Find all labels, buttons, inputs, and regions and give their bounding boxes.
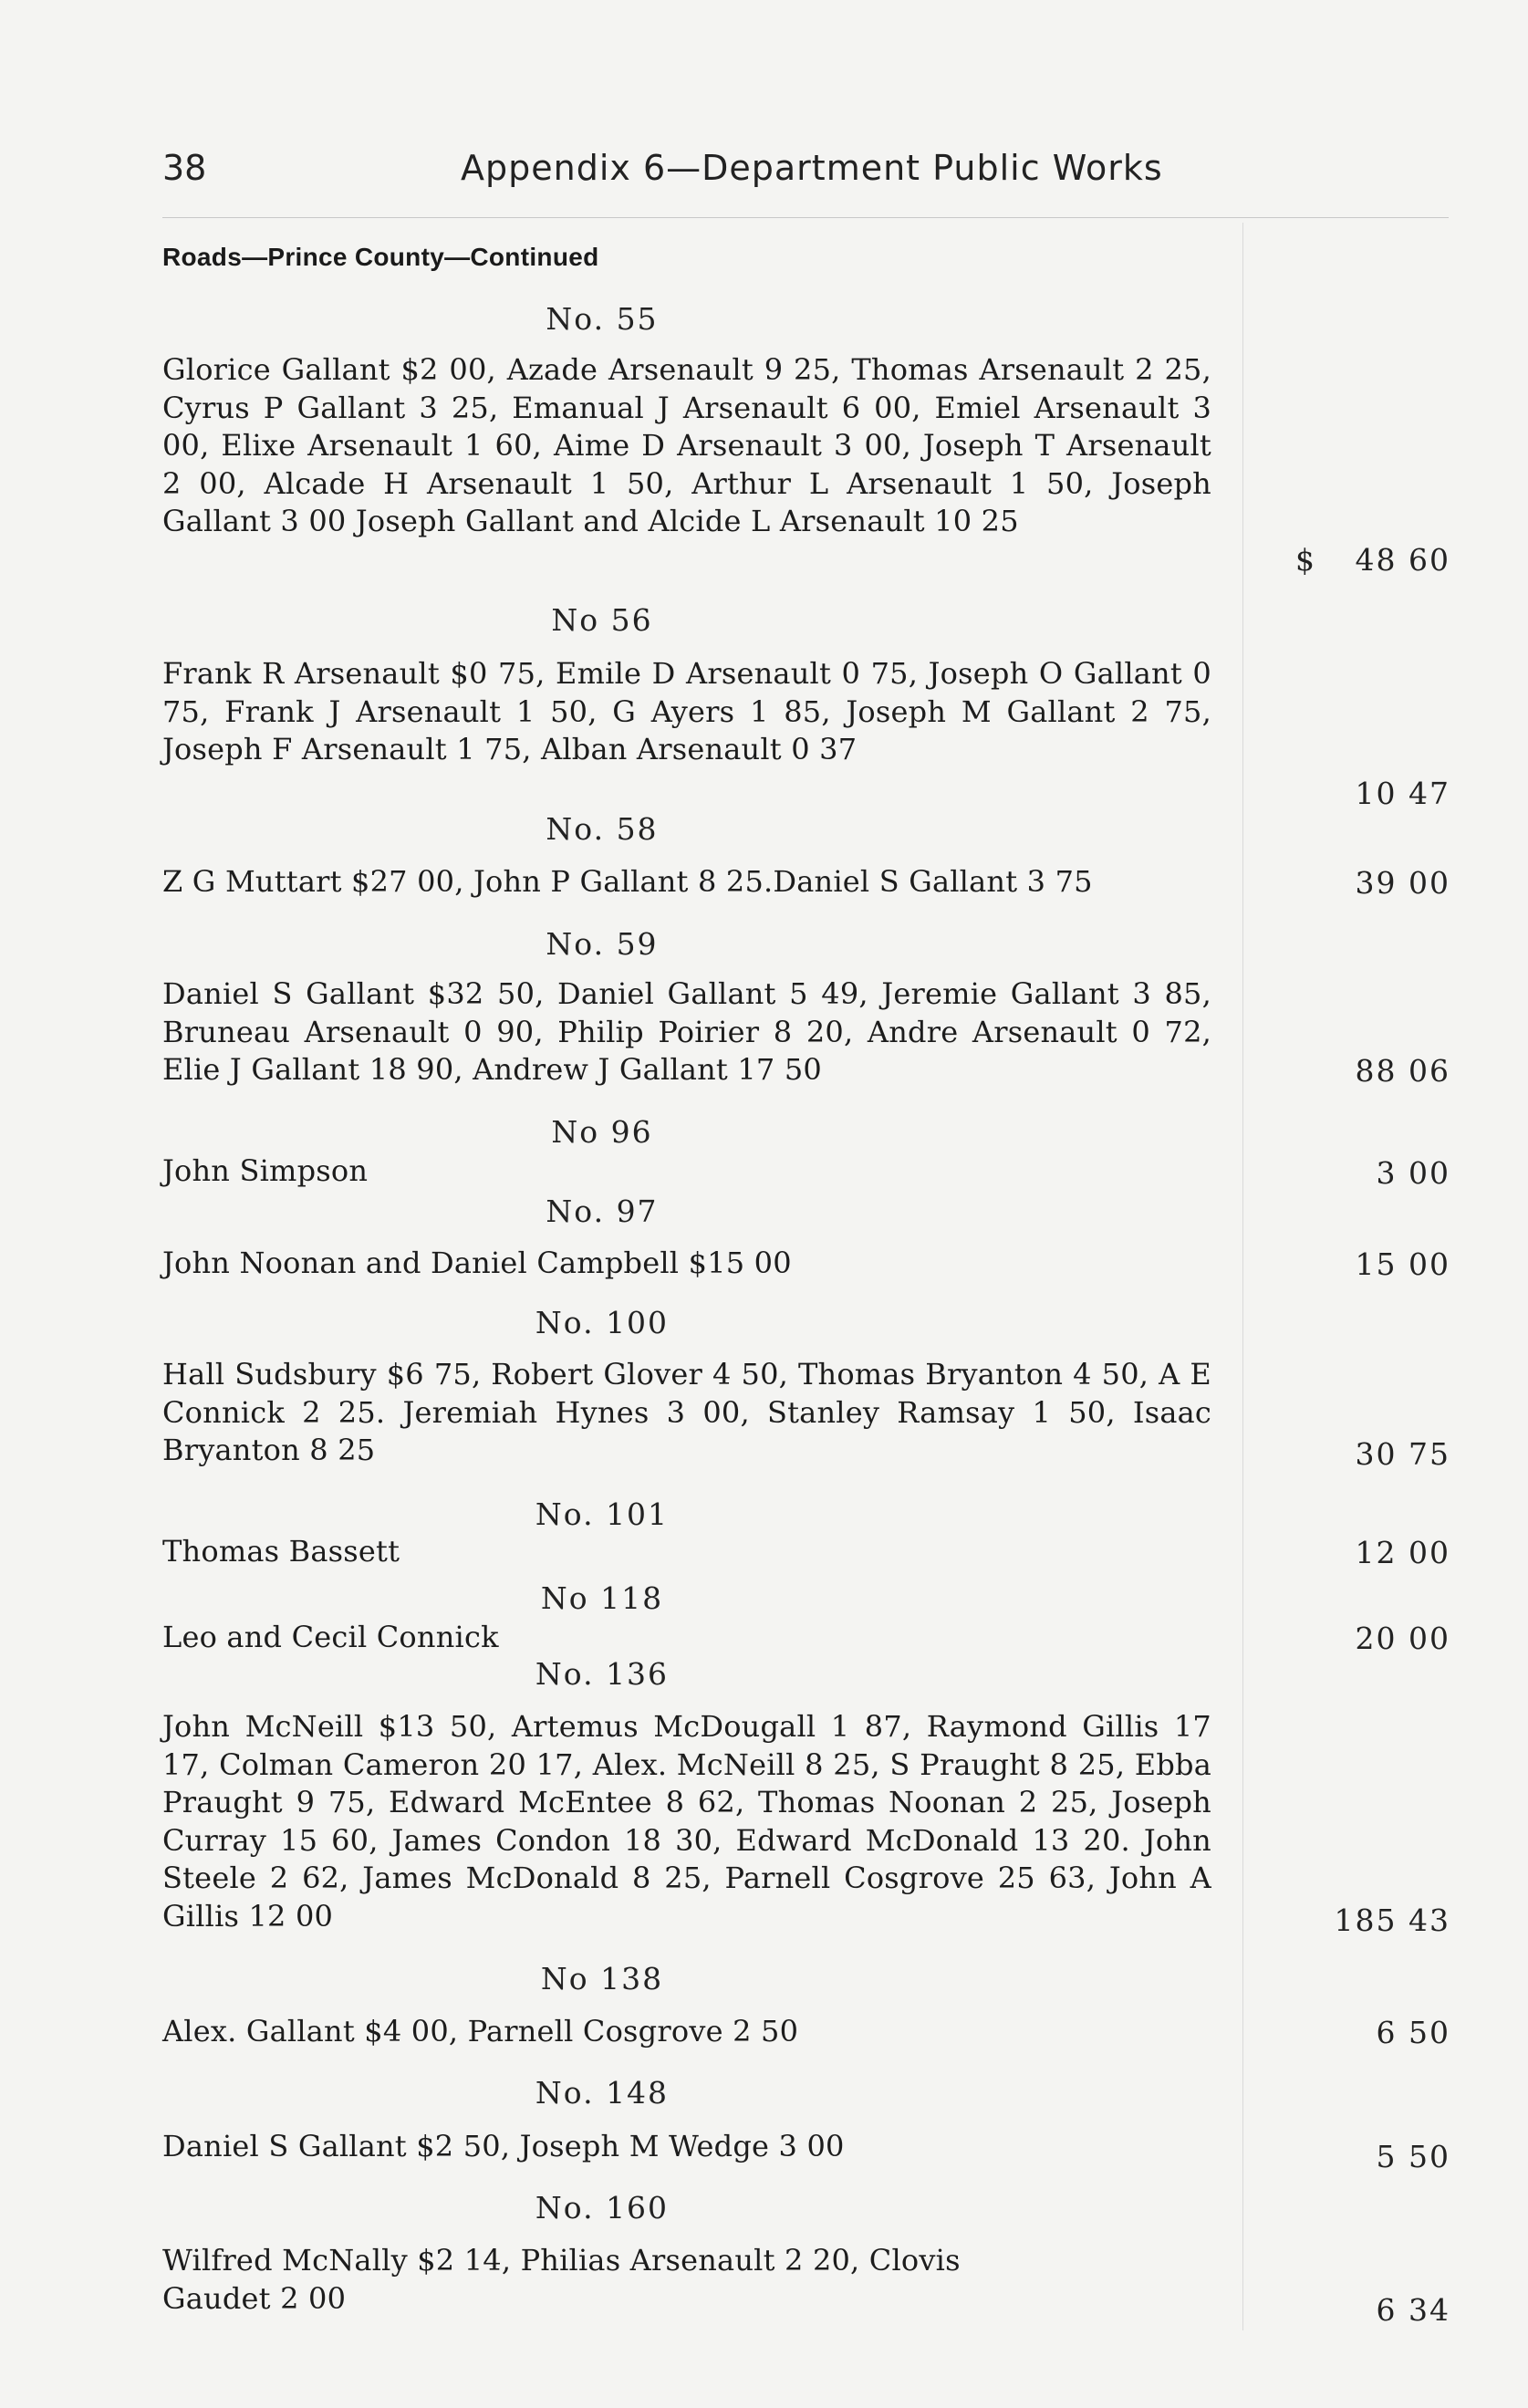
road-number: No 118 xyxy=(540,1580,664,1616)
road-number: No 56 xyxy=(551,602,653,638)
entry-amount: 185 43 xyxy=(1334,1902,1450,1938)
entry-text: Hall Sudsbury $6 75, Robert Glover 4 50, Thomas Bryanton 4 50, A E Connick 2 25. Jeremiah Hynes 3 00, Stanley Ramsay 1 50, Isaac Bryanton 8 25 xyxy=(162,1357,1211,1467)
entry-text: Z G Muttart $27 00, John P Gallant 8 25.Daniel S Gallant 3 75 xyxy=(162,864,1093,899)
entry-amount: 48 60 xyxy=(1355,542,1450,578)
entry-amount: 3 00 xyxy=(1376,1155,1450,1191)
road-number: No. 58 xyxy=(546,811,659,847)
page-number: 38 xyxy=(162,148,207,188)
road-number: No. 148 xyxy=(535,2075,670,2111)
road-number: No 96 xyxy=(551,1114,653,1150)
entry-text: John Noonan and Daniel Campbell $15 00 xyxy=(162,1246,792,1280)
currency-sign: $ xyxy=(1295,542,1315,578)
road-number: No. 101 xyxy=(535,1496,670,1532)
road-number: No. 160 xyxy=(535,2190,670,2226)
entry-text: Leo and Cecil Connick xyxy=(162,1620,499,1654)
header-rule xyxy=(162,217,1449,218)
entry-text: John McNeill $13 50, Artemus McDougall 1 87, Raymond Gillis 17 17, Colman Cameron 20 17, Alex. McNeill 8 25, S Praught 8 25, Ebba Praught 9 75, Edward McEntee 8 62, Thomas Noonan 2 25, Joseph Curray 15 60, James Condon 18 30, Edward McDonald 13 20. John Steele 2 62, James McDonald 8 25, Parnell Cosgrove 25 63, John A Gillis 12 00 xyxy=(162,1709,1211,1934)
entry-amount: 20 00 xyxy=(1355,1621,1450,1656)
road-number: No. 59 xyxy=(546,926,659,962)
entry-text: Thomas Bassett xyxy=(162,1534,400,1569)
entry-text: Daniel S Gallant $2 50, Joseph M Wedge 3 00 xyxy=(162,2129,845,2163)
entry-amount: 30 75 xyxy=(1355,1436,1450,1472)
amount-column-rule xyxy=(1242,223,1243,2330)
road-number: No. 97 xyxy=(546,1194,659,1229)
entry-amount: 12 00 xyxy=(1355,1535,1450,1570)
entry-amount: 10 47 xyxy=(1355,776,1450,811)
section-subheading: Roads—Prince County—Continued xyxy=(162,243,599,271)
road-number: No. 100 xyxy=(535,1305,670,1340)
entry-text: Wilfred McNally $2 14, Philias Arsenault 2 20, Clovis Gaudet 2 00 xyxy=(162,2243,961,2316)
entry-amount: 88 06 xyxy=(1355,1053,1450,1089)
road-number: No 138 xyxy=(540,1961,664,1996)
entry-amount: 6 50 xyxy=(1376,2015,1450,2050)
entry-text: John Simpson xyxy=(162,1153,369,1188)
page-title: Appendix 6—Department Public Works xyxy=(461,148,1163,188)
entry-amount: 5 50 xyxy=(1376,2139,1450,2174)
road-number: No. 55 xyxy=(546,301,659,337)
entry-text: Glorice Gallant $2 00, Azade Arsenault 9 25, Thomas Arsenault 2 25, Cyrus P Gallant 3 25, Emanual J Arsenault 6 00, Emiel Arsenault 3 00, Elixe Arsenault 1 60, Aime D Arsenault 3 00, Joseph T Arsenault 2 00, Alcade H Arsenault 1 50, Arthur L Arsenault 1 50, Joseph Gallant 3 00 Joseph Gallant and Alcide L Arsenault 10 25 xyxy=(162,352,1211,538)
entry-amount: 6 34 xyxy=(1376,2292,1450,2328)
entry-text: Daniel S Gallant $32 50, Daniel Gallant 5 49, Jeremie Gallant 3 85, Bruneau Arsenault 0 90, Philip Poirier 8 20, Andre Arsenault 0 72, Elie J Gallant 18 90, Andrew J Gallant 17 50 xyxy=(162,976,1211,1087)
entry-amount: 39 00 xyxy=(1355,865,1450,901)
road-number: No. 136 xyxy=(535,1656,670,1692)
entry-amount: 15 00 xyxy=(1355,1246,1450,1282)
entry-text: Frank R Arsenault $0 75, Emile D Arsenault 0 75, Joseph O Gallant 0 75, Frank J Arsenault 1 50, G Ayers 1 85, Joseph M Gallant 2 75, Joseph F Arsenault 1 75, Alban Arsenault 0 37 xyxy=(162,656,1211,766)
entry-text: Alex. Gallant $4 00, Parnell Cosgrove 2 50 xyxy=(162,2014,799,2048)
